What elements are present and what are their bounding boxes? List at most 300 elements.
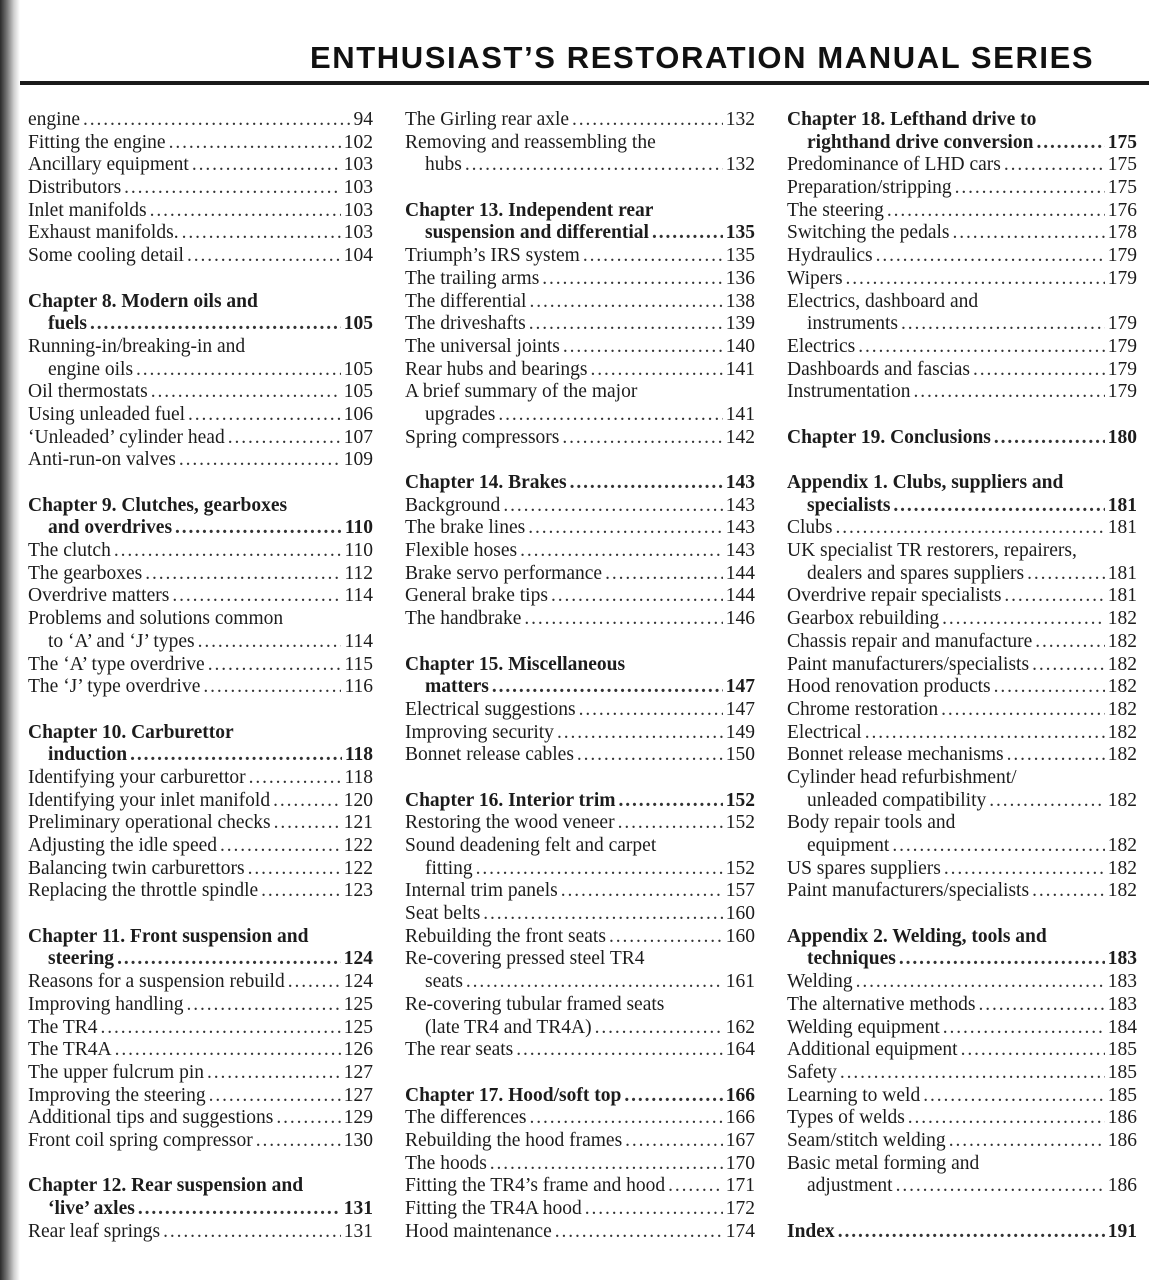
dot-leader bbox=[172, 585, 341, 608]
dot-leader bbox=[943, 1017, 1105, 1040]
entry-title: Bonnet release mechanisms bbox=[787, 744, 1004, 766]
page-number: 157 bbox=[725, 880, 755, 902]
page-number: 181 bbox=[1107, 517, 1137, 539]
dot-leader bbox=[591, 359, 723, 382]
page-number: 179 bbox=[1107, 358, 1137, 380]
toc-entry bbox=[28, 835, 373, 858]
dot-leader bbox=[101, 1017, 341, 1040]
dot-leader bbox=[115, 1039, 341, 1062]
toc-entry-continuation: Basic metal forming and bbox=[787, 1152, 980, 1174]
toc-entry bbox=[28, 1221, 373, 1244]
toc-entry-continuation: Re-covering pressed steel TR4 bbox=[405, 948, 645, 970]
chapter-entry bbox=[405, 676, 755, 699]
dot-leader bbox=[838, 1221, 1105, 1244]
toc-entry bbox=[787, 654, 1137, 677]
page-number: 182 bbox=[1107, 608, 1137, 630]
toc-entry bbox=[28, 812, 373, 835]
toc-entry bbox=[787, 1039, 1137, 1062]
page-number: 120 bbox=[343, 789, 373, 811]
dot-leader bbox=[520, 540, 723, 563]
page-number: 160 bbox=[725, 925, 755, 947]
dot-leader bbox=[609, 926, 723, 949]
toc-entry bbox=[405, 585, 755, 608]
toc-entry bbox=[405, 291, 755, 314]
dot-leader bbox=[151, 381, 341, 404]
toc-entry bbox=[405, 517, 755, 540]
section-spacer bbox=[28, 699, 373, 722]
chapter-entry bbox=[787, 427, 1137, 450]
dot-leader bbox=[901, 313, 1105, 336]
toc-entry bbox=[787, 1175, 1137, 1198]
toc-entry bbox=[405, 1017, 755, 1040]
chapter-entry bbox=[405, 472, 755, 495]
page-number: 109 bbox=[343, 449, 373, 471]
toc-entry bbox=[787, 722, 1137, 745]
page-number: 182 bbox=[1107, 789, 1137, 811]
entry-title: induction bbox=[48, 744, 128, 766]
entry-title: fitting bbox=[425, 857, 473, 879]
page-number: 150 bbox=[725, 744, 755, 766]
entry-title: Electrical bbox=[787, 721, 862, 743]
entry-title: righthand drive conversion bbox=[807, 131, 1034, 153]
toc-entry bbox=[787, 313, 1137, 336]
header-rule bbox=[20, 81, 1149, 85]
toc-entry-continuation: Removing and reassembling the bbox=[405, 131, 656, 153]
dot-leader bbox=[625, 1130, 723, 1153]
page-number: 118 bbox=[344, 744, 373, 766]
entry-title: Brake servo performance bbox=[405, 562, 603, 584]
page-number: 172 bbox=[725, 1198, 755, 1219]
toc-entry-continuation: Cylinder head refurbishment/ bbox=[787, 766, 1017, 788]
toc-entry bbox=[28, 676, 373, 699]
toc-entry-continuation: A brief summary of the major bbox=[405, 381, 638, 403]
dot-leader bbox=[899, 948, 1105, 971]
entry-title: Overdrive repair specialists bbox=[787, 585, 1002, 607]
entry-title: ‘Unleaded’ cylinder head bbox=[28, 426, 225, 448]
entry-title: Adjusting the idle speed bbox=[28, 835, 218, 856]
entry-title: ‘live’ axles bbox=[48, 1198, 135, 1219]
dot-leader bbox=[892, 835, 1104, 858]
toc-entry bbox=[787, 1107, 1137, 1130]
entry-title: The gearboxes bbox=[28, 562, 143, 584]
page-number: 182 bbox=[1107, 676, 1137, 698]
entry-title: Improving security bbox=[405, 721, 554, 743]
entry-title: Restoring the wood veneer bbox=[405, 812, 615, 834]
dot-leader bbox=[136, 359, 341, 382]
dot-leader bbox=[896, 1175, 1105, 1198]
page-number: 166 bbox=[725, 1084, 755, 1106]
page-number: 116 bbox=[344, 676, 373, 698]
toc-entry bbox=[405, 1130, 755, 1153]
page-number: 114 bbox=[344, 630, 373, 652]
page-number: 106 bbox=[343, 403, 373, 425]
page-number: 140 bbox=[725, 335, 755, 357]
page-number: 181 bbox=[1107, 494, 1137, 516]
book-binding-shadow bbox=[0, 0, 20, 1280]
dot-leader bbox=[942, 608, 1105, 631]
page-number: 136 bbox=[725, 267, 755, 289]
toc-entry bbox=[28, 1017, 373, 1040]
dot-leader bbox=[288, 971, 341, 994]
toc-entry bbox=[405, 404, 755, 427]
entry-title: Index bbox=[787, 1220, 835, 1242]
page-number: 110 bbox=[344, 540, 373, 562]
dot-leader bbox=[529, 291, 722, 314]
dot-leader bbox=[955, 177, 1105, 200]
page-number: 152 bbox=[725, 789, 755, 811]
dot-leader bbox=[583, 245, 723, 268]
toc-entry bbox=[28, 404, 373, 427]
dot-leader bbox=[163, 1221, 341, 1244]
page-number: 160 bbox=[725, 903, 755, 925]
dot-leader bbox=[498, 404, 722, 427]
toc-entry bbox=[28, 994, 373, 1017]
dot-leader bbox=[555, 1221, 723, 1244]
page-number: 152 bbox=[725, 857, 755, 879]
entry-title: General brake tips bbox=[405, 585, 548, 607]
entry-title: Flexible hoses bbox=[405, 540, 518, 562]
dot-leader bbox=[840, 1062, 1105, 1085]
dot-leader bbox=[179, 449, 341, 472]
toc-entry bbox=[787, 517, 1137, 540]
entry-title: Paint manufacturers/specialists bbox=[787, 880, 1030, 902]
toc-entry bbox=[28, 154, 373, 177]
entry-title: seats bbox=[425, 971, 463, 993]
page-number: 175 bbox=[1107, 177, 1137, 199]
toc-entry bbox=[787, 631, 1137, 654]
chapter-heading: Chapter 10. Carburettor bbox=[28, 721, 234, 743]
page-number: 143 bbox=[725, 517, 755, 539]
page-number: 175 bbox=[1107, 131, 1137, 153]
entry-title: Triumph’s IRS system bbox=[405, 245, 580, 267]
dot-leader bbox=[1027, 563, 1105, 586]
dot-leader bbox=[492, 676, 723, 699]
dot-leader bbox=[563, 336, 723, 359]
dot-leader bbox=[273, 790, 341, 813]
dot-leader bbox=[973, 359, 1105, 382]
toc-entry bbox=[28, 427, 373, 450]
entry-title: Chassis repair and manufacture bbox=[787, 630, 1033, 652]
toc-entry bbox=[787, 200, 1137, 223]
entry-title: Chapter 16. Interior trim bbox=[405, 789, 616, 811]
page-number: 175 bbox=[1107, 154, 1137, 176]
toc-entry bbox=[28, 132, 373, 155]
entry-title: Rebuilding the front seats bbox=[405, 925, 606, 947]
page-number: 164 bbox=[725, 1039, 755, 1061]
toc-entry bbox=[787, 971, 1137, 994]
dot-leader bbox=[551, 585, 723, 608]
page-number: 105 bbox=[343, 358, 373, 380]
chapter-entry bbox=[28, 313, 373, 336]
toc-entry bbox=[787, 744, 1137, 767]
dot-leader bbox=[528, 517, 723, 540]
entry-title: Additional equipment bbox=[787, 1039, 958, 1061]
page-number: 182 bbox=[1107, 653, 1137, 675]
dot-leader bbox=[989, 790, 1105, 813]
dot-leader bbox=[150, 200, 341, 223]
entry-title: Additional tips and suggestions bbox=[28, 1107, 274, 1129]
entry-title: Chapter 17. Hood/soft top bbox=[405, 1084, 622, 1106]
toc-entry-continuation: Electrics, dashboard and bbox=[787, 290, 979, 312]
toc-entry bbox=[405, 109, 755, 132]
toc-entry bbox=[405, 1221, 755, 1244]
page-number: 184 bbox=[1107, 1016, 1137, 1038]
page-number: 132 bbox=[725, 154, 755, 176]
page-number: 179 bbox=[1107, 245, 1137, 267]
entry-title: Chapter 19. Conclusions bbox=[787, 426, 991, 448]
entry-title: The differences bbox=[405, 1107, 527, 1129]
page-number: 182 bbox=[1107, 698, 1137, 720]
toc-entry bbox=[405, 880, 755, 903]
page-number: 146 bbox=[725, 608, 755, 630]
toc-entry bbox=[405, 427, 755, 450]
entry-title: steering bbox=[48, 948, 115, 970]
entry-title: Clubs bbox=[787, 517, 833, 539]
toc-entry bbox=[28, 1062, 373, 1085]
dot-leader bbox=[618, 812, 723, 835]
section-spacer bbox=[28, 268, 373, 291]
page-number: 94 bbox=[353, 109, 373, 130]
section-spacer bbox=[787, 903, 1137, 926]
toc-entry bbox=[787, 563, 1137, 586]
section-spacer bbox=[405, 1062, 755, 1085]
toc-entry bbox=[405, 245, 755, 268]
entry-title: Instrumentation bbox=[787, 381, 911, 403]
dot-leader bbox=[865, 722, 1105, 745]
page-number: 147 bbox=[725, 676, 755, 698]
dot-leader bbox=[465, 154, 723, 177]
page-number: 141 bbox=[725, 358, 755, 380]
toc-entry bbox=[787, 336, 1137, 359]
dot-leader bbox=[1004, 585, 1104, 608]
dot-leader bbox=[198, 631, 342, 654]
chapter-entry bbox=[405, 222, 755, 245]
chapter-heading: Chapter 8. Modern oils and bbox=[28, 290, 258, 312]
section-spacer bbox=[405, 767, 755, 790]
dot-leader bbox=[175, 517, 342, 540]
entry-title: Hood maintenance bbox=[405, 1220, 552, 1242]
toc-entry bbox=[405, 268, 755, 291]
page-number: 125 bbox=[343, 993, 373, 1015]
dot-leader bbox=[579, 699, 723, 722]
chapter-heading: Chapter 13. Independent rear bbox=[405, 199, 654, 221]
page-number: 122 bbox=[343, 835, 373, 856]
entry-title: Inlet manifolds bbox=[28, 199, 147, 221]
entry-title: Predominance of LHD cars bbox=[787, 154, 1001, 176]
page-number: 166 bbox=[725, 1107, 755, 1129]
toc-entry bbox=[787, 222, 1137, 245]
toc-entry-continuation: Problems and solutions common bbox=[28, 608, 284, 630]
toc-entry bbox=[405, 1039, 755, 1062]
toc-entry bbox=[787, 676, 1137, 699]
toc-entry bbox=[787, 880, 1137, 903]
entry-title: Some cooling detail bbox=[28, 245, 184, 267]
page-number: 122 bbox=[343, 857, 373, 879]
entry-title: Reasons for a suspension rebuild bbox=[28, 971, 285, 993]
toc-entry bbox=[787, 994, 1137, 1017]
dot-leader bbox=[169, 132, 341, 155]
entry-title: and overdrives bbox=[48, 517, 173, 539]
dot-leader bbox=[585, 1198, 723, 1221]
toc-entry bbox=[28, 222, 373, 245]
toc-entry bbox=[787, 154, 1137, 177]
toc-entry bbox=[405, 154, 755, 177]
dot-leader bbox=[90, 313, 341, 336]
page-number: 178 bbox=[1107, 222, 1137, 244]
entry-title: equipment bbox=[807, 835, 890, 856]
dot-leader bbox=[595, 1017, 723, 1040]
dot-leader bbox=[207, 1062, 341, 1085]
entry-title: Exhaust manifolds. bbox=[28, 222, 179, 244]
entry-title: suspension and differential bbox=[425, 222, 649, 244]
chapter-entry bbox=[405, 790, 755, 813]
dot-leader bbox=[619, 790, 723, 813]
page-number: 171 bbox=[725, 1175, 755, 1197]
dot-leader bbox=[668, 1175, 723, 1198]
dot-leader bbox=[248, 858, 341, 881]
dot-leader bbox=[836, 517, 1105, 540]
entry-title: US spares suppliers bbox=[787, 857, 941, 879]
dot-leader bbox=[858, 336, 1105, 359]
dot-leader bbox=[913, 381, 1104, 404]
page-number: 121 bbox=[343, 812, 373, 834]
dot-leader bbox=[570, 472, 723, 495]
toc-entry bbox=[28, 381, 373, 404]
entry-title: The hoods bbox=[405, 1152, 487, 1174]
toc-entry bbox=[787, 835, 1137, 858]
toc-entry bbox=[28, 880, 373, 903]
page-number: 127 bbox=[343, 1084, 373, 1106]
page-number: 105 bbox=[343, 313, 373, 335]
page-number: 130 bbox=[343, 1129, 373, 1151]
chapter-heading: Chapter 12. Rear suspension and bbox=[28, 1175, 304, 1197]
dot-leader bbox=[483, 903, 722, 926]
toc-entry bbox=[405, 1153, 755, 1176]
dot-leader bbox=[978, 994, 1104, 1017]
entry-title: Identifying your inlet manifold bbox=[28, 789, 271, 811]
dot-leader bbox=[846, 268, 1105, 291]
dot-leader bbox=[145, 563, 341, 586]
entry-title: Anti-run-on valves bbox=[28, 449, 176, 471]
page-number: 123 bbox=[343, 880, 373, 902]
entry-title: Rear leaf springs bbox=[28, 1220, 161, 1242]
dot-leader bbox=[577, 744, 723, 767]
toc-entry bbox=[405, 744, 755, 767]
toc-entry bbox=[28, 858, 373, 881]
toc-entry bbox=[787, 268, 1137, 291]
dot-leader bbox=[249, 767, 342, 790]
page-number: 131 bbox=[343, 1198, 373, 1219]
page-number: 182 bbox=[1107, 880, 1137, 902]
entry-title: Dashboards and fascias bbox=[787, 358, 971, 380]
toc-entry bbox=[405, 1198, 755, 1221]
section-spacer bbox=[28, 1153, 373, 1176]
entry-title: to ‘A’ and ‘J’ types bbox=[48, 630, 195, 652]
toc-column-1 bbox=[28, 109, 373, 1243]
entry-title: Fitting the TR4’s frame and hood bbox=[405, 1175, 666, 1197]
entry-title: Preparation/stripping bbox=[787, 177, 952, 199]
entry-title: The steering bbox=[787, 199, 884, 221]
dot-leader bbox=[192, 154, 341, 177]
chapter-heading: Appendix 1. Clubs, suppliers and bbox=[787, 472, 1064, 493]
page-number: 182 bbox=[1107, 630, 1137, 652]
toc-entry bbox=[405, 1107, 755, 1130]
toc-column-3 bbox=[787, 109, 1137, 1243]
chapter-entry bbox=[28, 1198, 373, 1221]
chapter-entry bbox=[405, 1085, 755, 1108]
chapter-entry bbox=[28, 948, 373, 971]
entry-title: Fitting the engine bbox=[28, 131, 166, 153]
page-number: 132 bbox=[725, 109, 755, 130]
dot-leader bbox=[994, 676, 1105, 699]
page-number: 127 bbox=[343, 1061, 373, 1083]
dot-leader bbox=[220, 835, 341, 858]
chapter-heading: Chapter 11. Front suspension and bbox=[28, 925, 309, 947]
chapter-entry bbox=[787, 948, 1137, 971]
section-spacer bbox=[787, 404, 1137, 427]
dot-leader bbox=[529, 313, 723, 336]
page-number: 182 bbox=[1107, 835, 1137, 856]
chapter-entry bbox=[787, 495, 1137, 518]
toc-entry bbox=[28, 449, 373, 472]
toc-entry bbox=[28, 1107, 373, 1130]
dot-leader bbox=[1007, 744, 1105, 767]
entry-title: Preliminary operational checks bbox=[28, 812, 271, 834]
entry-title: upgrades bbox=[425, 403, 496, 425]
page-number: 102 bbox=[343, 131, 373, 153]
page-number: 110 bbox=[344, 517, 373, 539]
dot-leader bbox=[476, 858, 723, 881]
entry-title: Welding bbox=[787, 971, 853, 993]
dot-leader bbox=[529, 1107, 722, 1130]
page-number: 144 bbox=[725, 562, 755, 584]
toc-entry bbox=[28, 563, 373, 586]
page-number: 105 bbox=[343, 381, 373, 403]
entry-title: adjustment bbox=[807, 1175, 893, 1197]
page-number: 103 bbox=[343, 222, 373, 244]
section-spacer bbox=[28, 903, 373, 926]
toc-entry bbox=[787, 608, 1137, 631]
dot-leader bbox=[187, 245, 341, 268]
dot-leader bbox=[887, 200, 1105, 223]
entry-title: dealers and spares suppliers bbox=[807, 562, 1025, 584]
page-number: 185 bbox=[1107, 1084, 1137, 1106]
toc-entry bbox=[28, 631, 373, 654]
page-number: 181 bbox=[1107, 585, 1137, 607]
chapter-heading: Chapter 15. Miscellaneous bbox=[405, 653, 626, 675]
toc-entry-continuation: Sound deadening felt and carpet bbox=[405, 835, 657, 856]
toc-entry bbox=[787, 585, 1137, 608]
dot-leader bbox=[466, 971, 723, 994]
entry-title: instruments bbox=[807, 313, 898, 335]
dot-leader bbox=[1032, 654, 1105, 677]
chapter-entry bbox=[787, 132, 1137, 155]
page-number: 138 bbox=[725, 290, 755, 312]
page-number: 135 bbox=[725, 245, 755, 267]
page-number: 139 bbox=[725, 313, 755, 335]
entry-title: Hood renovation products bbox=[787, 676, 991, 698]
toc-entry bbox=[405, 495, 755, 518]
toc-entry bbox=[787, 245, 1137, 268]
page-number: 162 bbox=[725, 1016, 755, 1038]
dot-leader bbox=[952, 222, 1104, 245]
page-number: 179 bbox=[1107, 335, 1137, 357]
entry-title: Seam/stitch welding bbox=[787, 1129, 946, 1151]
entry-title: specialists bbox=[807, 494, 891, 516]
page-number: 147 bbox=[725, 698, 755, 720]
dot-leader bbox=[256, 1130, 341, 1153]
dot-leader bbox=[186, 994, 340, 1017]
